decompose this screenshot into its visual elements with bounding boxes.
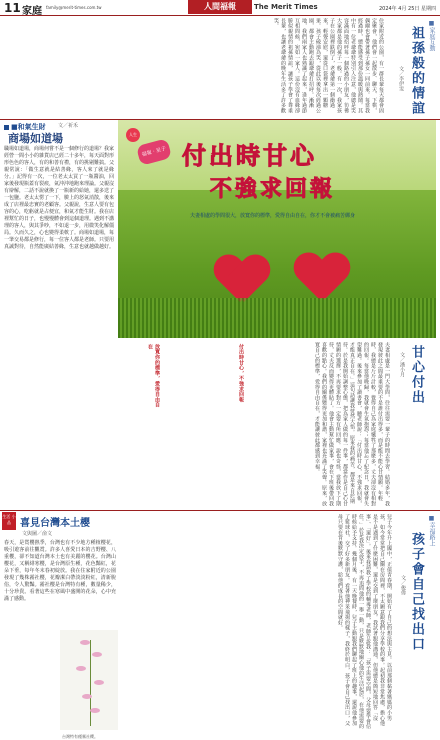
bottom-right-author: 文／俊偉 <box>400 575 406 595</box>
left-section-tag: ■和氣生財 <box>4 122 46 132</box>
middle-article-author: 文／潘小月 <box>399 352 405 377</box>
heart-right-icon <box>294 254 350 304</box>
left-article-title: 商場如道場 <box>8 132 63 145</box>
section-email: family@merit-times.com.tw <box>46 5 102 10</box>
middle-article-body: 夫妻相處是一門大學問，往往需要一輩子的時間去學習。結婚多年，我發現彼此之間最重要的不是誰付出得多，而是能不能心甘情願。年輕時，我總是斤斤計較，覺得自己為家庭犧牲了那麼多，丈夫卻沒有相對的回報。每當他晚歸，我就會生氣抱怨；每當他忘了紀念日，我就會失望難過。後來參加了讀書會，聽老師說：「付出時甘心，不強求回報，才能真正自在。」這句話讓我恍然大悟。原來我的痛苦，都是來自於期待。於是我開始調整心態，把為家人做的每一件事，都當作是自己心甘情願的選擇，不再要求對方一定要有所回應。說也奇怪，當我放下了期待，丈夫反而變得更體貼了。他會主動幫忙做家事，會在下班後帶回我喜歡的點心。我們的關係變得更加和諧，家裡也充滿了笑聲。原來，放寬自己的標準，愛得自由自在，才能讓彼此都感到幸福。 <box>314 342 390 507</box>
petal <box>90 708 100 713</box>
petal <box>94 680 104 685</box>
hero-title-line2: 不強求回報 <box>210 177 336 202</box>
masthead <box>0 0 440 16</box>
stem <box>90 640 91 726</box>
newspaper-logo: 人間福報 <box>188 0 252 14</box>
petal <box>82 694 92 699</box>
card-author: 文與圖／俞文 <box>22 531 53 537</box>
petal <box>80 640 90 645</box>
top-article <box>0 18 440 118</box>
cherry-blossom-image <box>60 630 118 730</box>
hero-caption: 夫妻相處的學問很大，放寬你的標準，愛得自由自在，你才不會被痛苦綁身 <box>190 213 356 219</box>
hero-image <box>118 120 436 338</box>
petal <box>92 652 102 657</box>
newspaper-logo-english: The Merit Times <box>254 3 318 11</box>
top-article-body: 住家附近的公園，有一群長輩每天都會固定聚會，他們會一起散步、聊天、下棋，偶爾也會帶著孫子孫女一同前來。每當我經過時，總能感受到那份溫暖與熱鬧。其中有一位老爺爺特別引人注意，他總是笑容滿面地招呼每一個路過的小朋友，彷彿大家都是他的孫子一般。有一次，我家孩子在公園裡跌倒了，老爺爺第一個衝過來，輕聲安慰，還從口袋裡拿出一顆糖果。孩子破涕為笑，從此以後每次經過公園，都會主動跑去跟爺爺打招呼。漸漸地，我們兩家人也熟識了起來，逢年過節互相問候，宛如一家人。這份沒有血緣卻勝似親情的祖孫情誼，讓孩子學會了尊重長輩，也讓老爺爺的晚年生活多了許多歡笑。 <box>273 18 384 114</box>
left-article-body: 職場如道場，商場何嘗不是一個修行的道場？我家經營一間小小的雜貨店已經二十多年，每天面對形形色色的客人，有的和善有禮，有的挑剔難搞。父親常說：「做生意就是結善緣，客人來了就是緣分。」記得有一次，一位老太太買了一瓶醬油，回家後發現瓶蓋有裂痕，氣沖沖地跑來理論。父親沒有辯解，二話不說就換了一瓶新的給她，還多送了一包鹽。老太太愣了一下，臉上的怒氣消散，後來成了店裡最忠實的老顧客。父親說，生意人要有包容的心，吃虧就是占便宜，和氣才能生財。我在店裡幫忙的日子，也慢慢體會到這個道理。遇到不講理的客人，與其爭吵，不如退一步，用微笑化解僵局。久而久之，心也變得柔軟了。商場如道場，每一筆交易都是修行，每一位客人都是老師。只要用真誠對待，自然能廣結善緣，生意也就越做越好。 <box>4 146 115 250</box>
section-name: 家庭 <box>22 6 42 17</box>
bottom-right-title: 孩子會自己找出口 <box>409 532 424 652</box>
issue-date: 2024年 4月 25日 星期四 <box>378 6 436 12</box>
petal <box>76 666 86 671</box>
bottom-right-section-tag: ■幸福路上 <box>428 515 435 546</box>
card-badge: 生活 小品 <box>2 512 16 530</box>
middle-article-title: 甘心付出 <box>409 345 424 405</box>
flower-card <box>2 512 118 739</box>
card-body: 春天，是賞櫻熱季，台灣也有不少地方種植櫻花，吸引遊客前往觀賞。許多人喜愛日本的吉野櫻、八重櫻，卻不知道台灣本土也有美麗的櫻花。台灣山櫻花，又稱緋寒櫻，是台灣原生種，花色豔紅，花朵下垂，每年冬末春初綻放。我在住家附近的公園發現了幾株霧社櫻，花瓣潔白帶淡淡粉紅，清新脫俗，令人驚豔。霧社櫻是台灣特有種，數量稀少，十分珍貴。看著這些在寒風中盛開的花朵，心中充滿了感動。 <box>4 540 116 602</box>
bottom-right-body: 兒子今年升上國中，正值青春期，開始有了自己的想法與主見。以前那個黏著媽媽的小男孩，如今常常把自己關在房間裡，不太願意跟我們分享學校的事。起初我非常焦慮，擔心他是不是遇到了什麼困難，還是交到了壞朋友。我試著跟他溝通，但他總是簡短地回答「沒事」、「還好」。後來我請教了學校的輔導老師，老師告訴我：「孩子需要空間，父母要學會信任。」於是我決定放手，不再追問他的一舉一動，只是默默地關心他的生活起居，在他需要的時候給予支持。幾個月後，有一天晚餐時，兒子主動跟我們聊起了班上的趣事，還說他參加了籃球社，交了好多新朋友。看著他神采飛揚的樣子，我終於明白，孩子會自己找出口，父母只要在背後默默守護，給他們成長的空間就好。 <box>337 514 392 730</box>
hero-title-line1: 付出時甘心 <box>182 142 317 170</box>
page-number: 11 <box>4 1 21 15</box>
hero-bubble: 人生 <box>126 128 140 142</box>
divider <box>0 510 440 511</box>
middle-highlight-2: 放寬你的標準，愛得自由自在 <box>147 344 160 408</box>
top-article-title: 祖孫般的情誼 <box>409 26 424 116</box>
card-caption: 台灣特有種霧社櫻。 <box>62 734 98 739</box>
top-article-author: 文／李伊雯 <box>398 66 404 91</box>
left-article-author: 文／祈禾 <box>58 123 79 129</box>
hero-category: 福報 ‧ 星子 <box>136 138 172 166</box>
card-title: 喜見台灣本土櫻 <box>20 518 90 529</box>
top-section-tag: ■家庭互動 <box>428 20 435 51</box>
middle-highlight-1: 付出時甘心，不強求回報 <box>238 344 244 403</box>
grass <box>118 298 436 338</box>
